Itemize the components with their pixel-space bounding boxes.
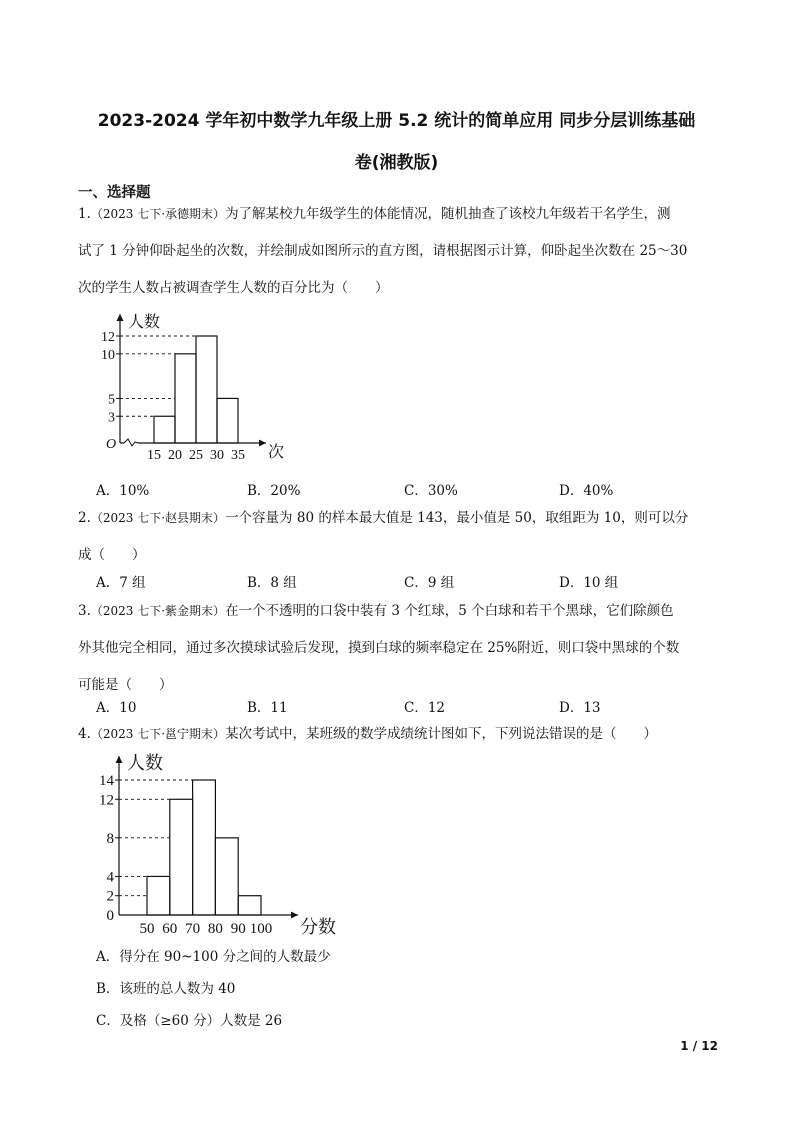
x-tick-label: 80 [207,921,223,937]
option-a[interactable]: A．10 [96,700,137,716]
x-tick-label: 50 [139,921,155,937]
question-3-line1 [78,593,718,630]
page-number: 1 / 12 [680,1039,718,1053]
x-tick-label: 25 [189,448,203,463]
option-a[interactable]: A．7 组 [96,575,146,591]
option-b[interactable]: B．11 [247,700,288,716]
histogram-bar [238,896,261,915]
question-4 [78,716,718,753]
option-d[interactable]: D．10 组 [559,575,619,591]
y-axis-arrow [116,756,123,763]
question-source: （2023 七下·邕宁期末） [90,727,226,741]
question-3-line2: 外其他完全相同，通过多次摸球试验后发现，摸到白球的频率稳定在 25%附近，则口袋中黑球的个数 [78,640,680,656]
question-text: 在一个不透明的口袋中装有 3 个红球，5 个白球和若干个黑球，它们除颜色 [225,603,674,619]
y-tick-label: 14 [99,773,114,789]
histogram-bar [196,336,217,443]
histogram-chart-1 [96,310,286,470]
x-tick-label: 30 [210,448,224,463]
x-tick-label: 100 [249,921,273,937]
y-tick-label: 3 [108,410,115,426]
y-tick-label: 2 [106,888,114,905]
x-tick-label: 35 [231,448,245,463]
x-tick-label: 20 [168,448,182,463]
question-2 [78,500,718,574]
section-title: 一、选择题 [78,185,151,201]
question-text: 一个容量为 80 的样本最大值是 143，最小值是 50，取组距为 10，则可以分 [225,510,689,526]
origin-label: O [106,437,117,452]
question-3 [78,593,718,704]
question-number: 1. [78,206,91,222]
y-tick-label: 5 [108,392,115,408]
option-b[interactable]: B．8 组 [247,575,297,591]
question-source: （2023 七下·紫金期末） [90,604,226,618]
question-text: 某次考试中，某班级的数学成绩统计图如下，下列说法错误的是（ ） [225,726,658,742]
y-tick-label: 12 [101,330,115,345]
histogram-bar [193,780,216,915]
option-d[interactable]: D．13 [559,700,601,716]
option-d[interactable]: D．40% [559,483,614,499]
axis-break-mark [124,439,138,446]
histogram-bar [217,398,238,443]
y-axis-label: 人数 [127,753,163,773]
question-4-line1 [78,716,718,753]
y-tick-label: 0 [106,908,114,924]
option-a[interactable]: A．得分在 90~100 分之间的人数最少 [96,949,331,965]
histogram-chart-2 [90,752,340,942]
question-number: 2. [78,510,91,526]
histogram-bar [175,354,196,443]
option-c[interactable]: C．30% [404,483,458,499]
y-tick-label: 12 [99,792,114,809]
histogram-bar [154,416,175,443]
question-3-line3: 可能是（ ） [78,677,173,693]
x-tick-label: 15 [147,448,161,463]
y-tick-label: 8 [106,830,114,847]
option-c[interactable]: C．及格（≥60 分）人数是 26 [96,1013,283,1029]
question-number: 3. [78,603,91,619]
question-1-line1 [78,196,718,233]
option-c[interactable]: C．9 组 [404,575,455,591]
question-source: （2023 七下·承德期末） [90,207,226,221]
histogram-bar [170,799,193,915]
question-1 [78,196,718,307]
question-2-line2: 成（ ） [78,547,146,563]
x-tick-label: 60 [162,921,178,937]
histogram-bar [215,838,238,915]
question-number: 4. [78,726,91,742]
question-source: （2023 七下·赵县期末） [90,511,226,525]
option-b[interactable]: B．20% [247,483,301,499]
x-axis-arrow [291,912,298,919]
option-b[interactable]: B．该班的总人数为 40 [96,981,236,997]
histogram-bar [147,876,170,915]
x-axis-label: 分数 [300,917,336,937]
option-c[interactable]: C．12 [404,700,446,716]
x-axis-label: 次 [268,444,285,461]
y-tick-label: 10 [101,347,115,363]
x-tick-label: 90 [230,921,246,937]
question-2-line1 [78,500,718,537]
question-1-line3: 次的学生人数占被调查学生人数的百分比为（ ） [78,280,389,296]
option-a[interactable]: A．10% [96,483,150,499]
x-axis-arrow [259,440,266,447]
x-tick-label: 70 [185,921,201,937]
y-axis-arrow [117,314,124,321]
y-axis-label: 人数 [128,314,161,331]
page-title-line1: 2023-2024 学年初中数学九年级上册 5.2 统计的简单应用 同步分层训练基础 [97,111,696,131]
question-text: 为了解某校九年级学生的体能情况，随机抽查了该校九年级若干名学生，测 [225,206,671,222]
question-1-line2: 试了 1 分钟仰卧起坐的次数，并绘制成如图所示的直方图，请根据图示计算，仰卧起坐次数在 25～30 [78,243,688,259]
y-tick-label: 4 [106,869,114,886]
page-title-line2: 卷(湘教版) [354,153,439,173]
